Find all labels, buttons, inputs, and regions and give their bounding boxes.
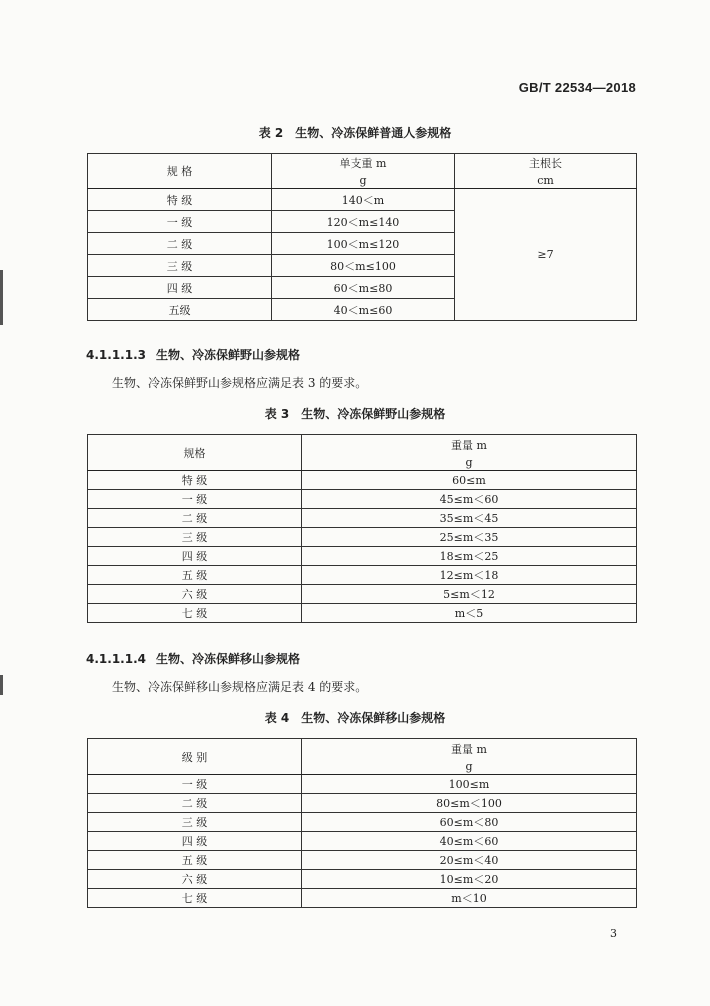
grade-cell: 六 级 [88, 870, 302, 889]
scan-edge-mark [0, 270, 3, 325]
table-row [88, 528, 637, 547]
table-3-header-weight [302, 435, 637, 471]
section-heading [86, 346, 300, 363]
weight-cell: 12≤m＜18 [302, 566, 637, 585]
section-number: 4.1.1.1.4 [86, 652, 146, 666]
page-number: 3 [610, 927, 617, 940]
weight-cell: 20≤m＜40 [302, 851, 637, 870]
grade-cell: 四 级 [88, 277, 272, 299]
table-row [88, 509, 637, 528]
grade-cell: 五级 [88, 299, 272, 321]
grade-cell: 特 级 [88, 189, 272, 211]
weight-cell: 35≤m＜45 [302, 509, 637, 528]
grade-cell: 五 级 [88, 566, 302, 585]
grade-cell: 二 级 [88, 233, 272, 255]
table-2-header-root-length [455, 154, 637, 189]
table-row [88, 775, 637, 794]
weight-cell: 18≤m＜25 [302, 547, 637, 566]
grade-cell: 七 级 [88, 889, 302, 908]
grade-cell: 七 级 [88, 604, 302, 623]
weight-cell: 100≤m [302, 775, 637, 794]
table-row [88, 189, 637, 211]
weight-cell: 60＜m≤80 [272, 277, 455, 299]
table-row [88, 851, 637, 870]
weight-cell: m＜10 [302, 889, 637, 908]
weight-cell: 45≤m＜60 [302, 490, 637, 509]
table-row [88, 794, 637, 813]
weight-cell: 100＜m≤120 [272, 233, 455, 255]
table-2-header-root-length-label: 主根长 [529, 157, 562, 170]
table-2-header-weight-unit: g [359, 174, 367, 187]
section-title: 生物、冷冻保鲜移山参规格 [155, 652, 300, 666]
table-2-header-root-length-unit: cm [537, 174, 554, 187]
weight-cell: 10≤m＜20 [302, 870, 637, 889]
grade-cell: 一 级 [88, 775, 302, 794]
table-3-caption: 表 3 生物、冷冻保鲜野山参规格 [264, 407, 446, 421]
weight-cell: 120＜m≤140 [272, 211, 455, 233]
table-row [88, 870, 637, 889]
table-row [88, 604, 637, 623]
weight-cell: 40＜m≤60 [272, 299, 455, 321]
grade-cell: 特 级 [88, 471, 302, 490]
weight-cell: 80＜m≤100 [272, 255, 455, 277]
grade-cell: 一 级 [88, 490, 302, 509]
table-row [88, 832, 637, 851]
table-row [88, 471, 637, 490]
section-paragraph: 生物、冷冻保鲜野山参规格应满足表 3 的要求。 [112, 376, 368, 390]
table-3-header-spec: 规格 [88, 435, 302, 471]
table-row [88, 585, 637, 604]
table-4-header-weight-label: 重量 m [451, 742, 487, 756]
grade-cell: 三 级 [88, 813, 302, 832]
table-4-caption: 表 4 生物、冷冻保鲜移山参规格 [264, 711, 446, 725]
grade-cell: 二 级 [88, 794, 302, 813]
weight-cell: 140＜m [272, 189, 455, 211]
table-row [88, 889, 637, 908]
table-2-caption: 表 2 生物、冷冻保鲜普通人参规格 [258, 126, 452, 140]
weight-cell: 40≤m＜60 [302, 832, 637, 851]
table-2-header-weight [272, 154, 455, 189]
grade-cell: 五 级 [88, 851, 302, 870]
grade-cell: 四 级 [88, 547, 302, 566]
weight-cell: 5≤m＜12 [302, 585, 637, 604]
scan-edge-mark [0, 675, 3, 695]
section-heading [86, 650, 300, 667]
table-3-header-weight-unit: g [465, 455, 473, 469]
table-2 [87, 153, 637, 321]
grade-cell: 三 级 [88, 255, 272, 277]
root-length-cell: ≥7 [455, 189, 637, 321]
weight-cell: 60≤m＜80 [302, 813, 637, 832]
table-4-header-weight [302, 739, 637, 775]
grade-cell: 一 级 [88, 211, 272, 233]
table-4-header-weight-unit: g [465, 759, 473, 773]
standard-number: GB/T 22534—2018 [518, 80, 636, 95]
table-row [88, 490, 637, 509]
weight-cell: 25≤m＜35 [302, 528, 637, 547]
section-title: 生物、冷冻保鲜野山参规格 [155, 348, 300, 362]
table-row [88, 547, 637, 566]
table-4 [87, 738, 637, 908]
weight-cell: m＜5 [302, 604, 637, 623]
table-2-header-weight-label: 单支重 m [339, 157, 387, 170]
weight-cell: 60≤m [302, 471, 637, 490]
table-3-header-weight-label: 重量 m [451, 438, 487, 452]
table-4-header-spec: 级 别 [88, 739, 302, 775]
table-row [88, 813, 637, 832]
table-row [88, 566, 637, 585]
section-number: 4.1.1.1.3 [86, 348, 146, 362]
grade-cell: 三 级 [88, 528, 302, 547]
grade-cell: 六 级 [88, 585, 302, 604]
table-2-header-spec: 规 格 [88, 154, 272, 189]
grade-cell: 二 级 [88, 509, 302, 528]
table-3 [87, 434, 637, 623]
grade-cell: 四 级 [88, 832, 302, 851]
section-paragraph: 生物、冷冻保鲜移山参规格应满足表 4 的要求。 [112, 680, 368, 694]
weight-cell: 80≤m＜100 [302, 794, 637, 813]
